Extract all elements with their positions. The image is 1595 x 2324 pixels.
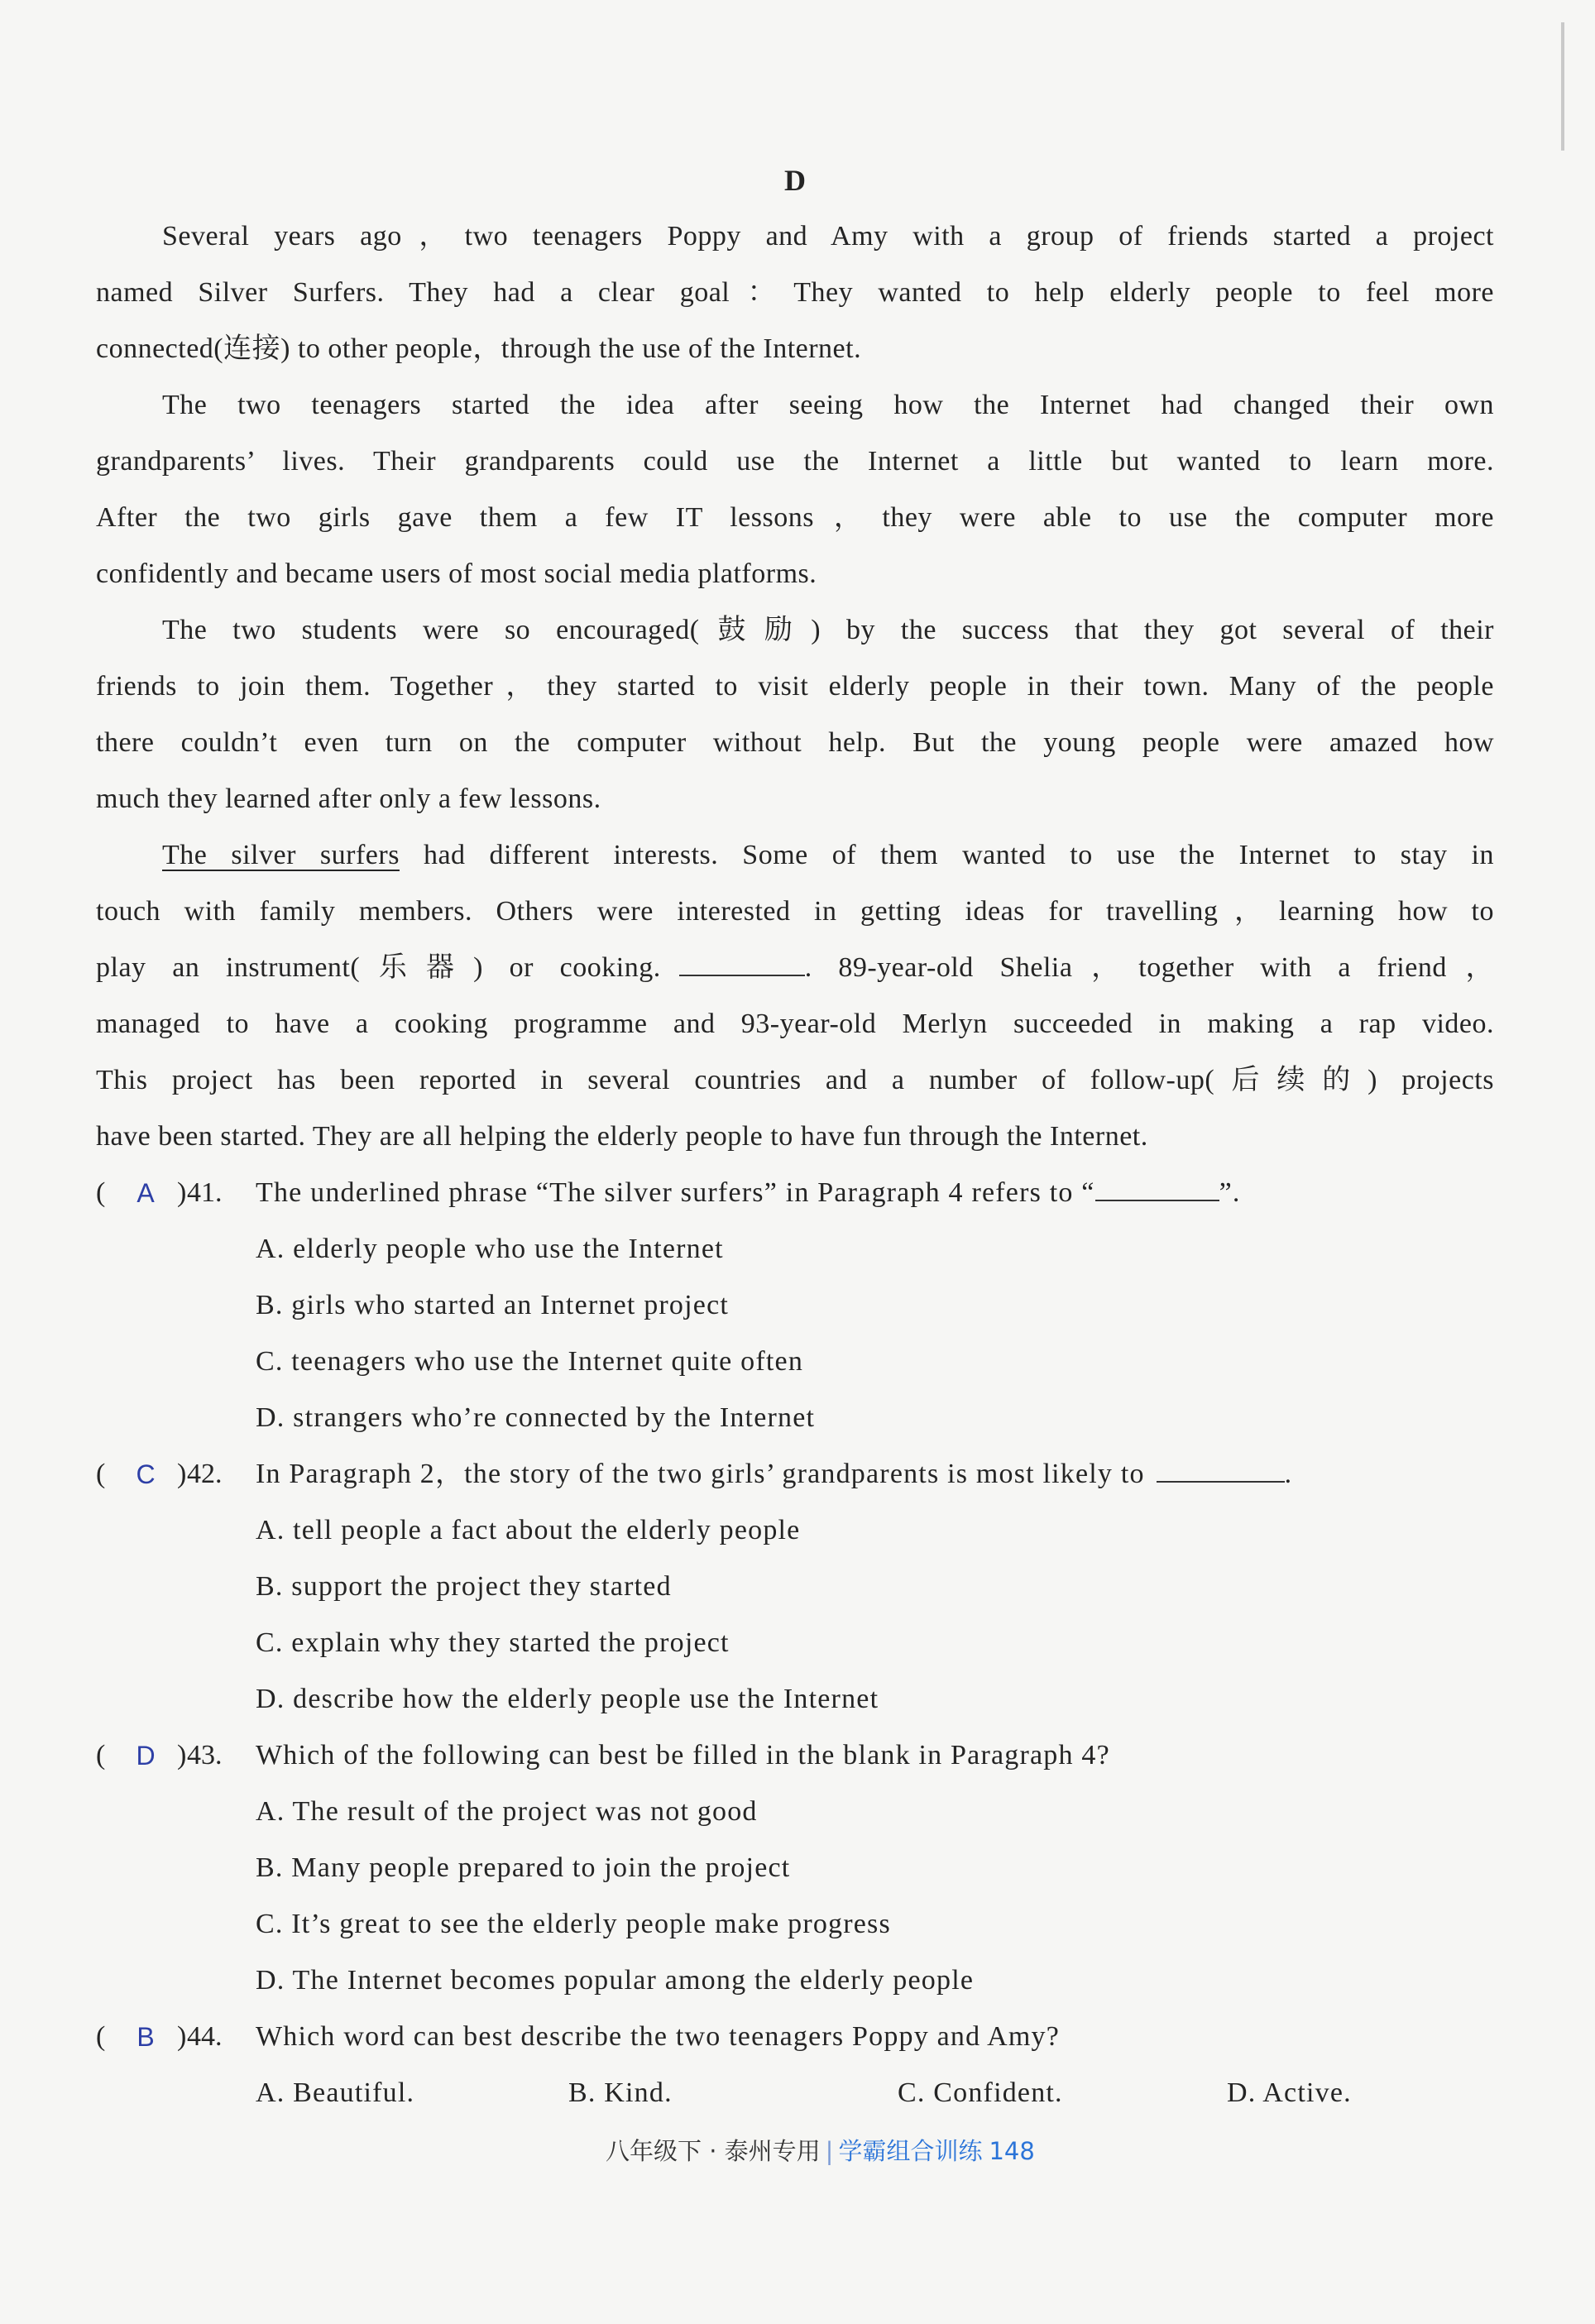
answer-blank xyxy=(1157,1458,1285,1483)
paragraph-3-line: there couldn’t even turn on the computer without help. But the young people were amazed how xyxy=(96,727,1494,758)
question-42 xyxy=(96,1446,1494,1502)
paragraph-2-line: After the two girls gave them a few IT lessons，they were able to use the computer more xyxy=(96,502,1494,533)
answer-box xyxy=(96,2009,256,2065)
option-b: B. support the project they started xyxy=(256,1571,672,1602)
option-d: D. The Internet becomes popular among the elderly people xyxy=(256,1965,975,1996)
option-c: C. explain why they started the project xyxy=(256,1627,730,1658)
footer-series: 学霸组合训练 xyxy=(838,2137,983,2165)
answer-paren-close: ) xyxy=(177,1459,187,1489)
question-43 xyxy=(96,1727,1494,1784)
answer-paren-open: ( xyxy=(96,1740,106,1771)
answer-letter: D xyxy=(136,1741,156,1771)
option-d: D. Active. xyxy=(1227,2077,1352,2108)
answer-paren-open: ( xyxy=(96,1177,106,1208)
option-row xyxy=(96,2065,1494,2121)
passage-blank xyxy=(679,951,805,976)
option-a: A. tell people a fact about the elderly people xyxy=(256,1515,801,1545)
footer-separator: | xyxy=(825,2137,834,2165)
stem-text: In Paragraph 2，the story of the two girls’ grandparents is most likely to xyxy=(256,1459,1145,1489)
option-c: C. It’s great to see the elderly people make progress xyxy=(256,1909,891,1939)
paragraph-1-line: connected(连接) to other people，through the use of the Internet. xyxy=(96,333,862,364)
question-stem: Which of the following can best be filled in the blank in Paragraph 4? xyxy=(256,1740,1110,1771)
answer-letter: A xyxy=(137,1178,155,1208)
stem-text: . xyxy=(1284,1459,1293,1489)
question-number: 44. xyxy=(187,2021,223,2052)
answer-paren-open: ( xyxy=(96,1459,106,1489)
question-stem: Which word can best describe the two teenagers Poppy and Amy? xyxy=(256,2021,1061,2052)
answer-letter: B xyxy=(137,2022,155,2052)
option-a: A. elderly people who use the Internet xyxy=(256,1234,724,1264)
question-stem xyxy=(256,1165,1241,1221)
option-b: B. Many people prepared to join the project xyxy=(256,1852,791,1883)
answer-box xyxy=(96,1165,256,1221)
question-number: 43. xyxy=(187,1740,223,1771)
answer-paren-close: ) xyxy=(177,1177,187,1208)
answer-box xyxy=(96,1727,256,1784)
paragraph-2-line: The two teenagers started the idea after seeing how the Internet had changed their own xyxy=(162,390,1494,420)
paragraph-2-line: confidently and became users of most social media platforms. xyxy=(96,558,817,589)
question-41 xyxy=(96,1165,1494,1221)
page-footer xyxy=(606,2135,1035,2168)
paragraph-4-text: had different interests. Some of them wanted to use the Internet to stay in xyxy=(399,840,1494,870)
section-title: D xyxy=(784,164,806,197)
paragraph-4-line: touch with family members. Others were interested in getting ideas for travelling，learning how to xyxy=(96,896,1494,927)
option-c: C. Confident. xyxy=(898,2077,1063,2108)
option-a: A. Beautiful. xyxy=(256,2077,415,2108)
paragraph-1-line: named Silver Surfers. They had a clear goal：They wanted to help elderly people to feel more xyxy=(96,277,1494,308)
option-b: B. Kind. xyxy=(568,2077,673,2108)
paragraph-4-line xyxy=(96,940,1494,996)
option-a: A. The result of the project was not good xyxy=(256,1796,758,1827)
stem-text: ”. xyxy=(1219,1177,1241,1208)
paragraph-4-line: This project has been reported in several countries and a number of follow-up(后续的) projects xyxy=(96,1065,1494,1095)
answer-blank xyxy=(1095,1176,1219,1201)
answer-paren-close: ) xyxy=(177,2021,187,2052)
paragraph-4-line: have been started. They are all helping the elderly people to have fun through the Internet. xyxy=(96,1121,1148,1152)
scan-edge-line xyxy=(1561,22,1564,151)
paragraph-4-line xyxy=(96,827,1494,884)
paragraph-2-line: grandparents’ lives. Their grandparents could use the Internet a little but wanted to learn more. xyxy=(96,446,1494,477)
paragraph-3-line: much they learned after only a few lessons. xyxy=(96,783,601,814)
question-stem xyxy=(256,1446,1292,1502)
paragraph-4-text: play an instrument(乐器) or cooking. xyxy=(96,952,661,983)
option-d: D. describe how the elderly people use the Internet xyxy=(256,1684,879,1714)
question-number: 42. xyxy=(187,1459,223,1489)
question-number: 41. xyxy=(187,1177,223,1208)
paragraph-3-line: friends to join them. Together，they started to visit elderly people in their town. Many of the people xyxy=(96,671,1494,702)
exam-page xyxy=(96,152,1494,2121)
paragraph-1-line: Several years ago，two teenagers Poppy and Amy with a group of friends started a project xyxy=(162,221,1494,252)
page-number: 148 xyxy=(989,2137,1035,2165)
question-44 xyxy=(96,2009,1494,2065)
answer-paren-close: ) xyxy=(177,1740,187,1771)
stem-text: The underlined phrase “The silver surfers” in Paragraph 4 refers to “ xyxy=(256,1177,1095,1208)
footer-grade: 八年级下 · 泰州专用 xyxy=(606,2137,821,2165)
answer-paren-open: ( xyxy=(96,2021,106,2052)
paragraph-3-line: The two students were so encouraged(鼓励) by the success that they got several of their xyxy=(162,615,1494,645)
paragraph-4-line: managed to have a cooking programme and 93-year-old Merlyn succeeded in making a rap video. xyxy=(96,1009,1494,1039)
paragraph-4-text: . 89-year-old Shelia，together with a friend， xyxy=(804,952,1494,983)
answer-box xyxy=(96,1446,256,1502)
answer-letter: C xyxy=(136,1459,156,1489)
underlined-phrase: The silver surfers xyxy=(162,840,400,870)
option-b: B. girls who started an Internet project xyxy=(256,1290,730,1320)
option-c: C. teenagers who use the Internet quite often xyxy=(256,1346,804,1377)
option-d: D. strangers who’re connected by the Internet xyxy=(256,1402,816,1433)
